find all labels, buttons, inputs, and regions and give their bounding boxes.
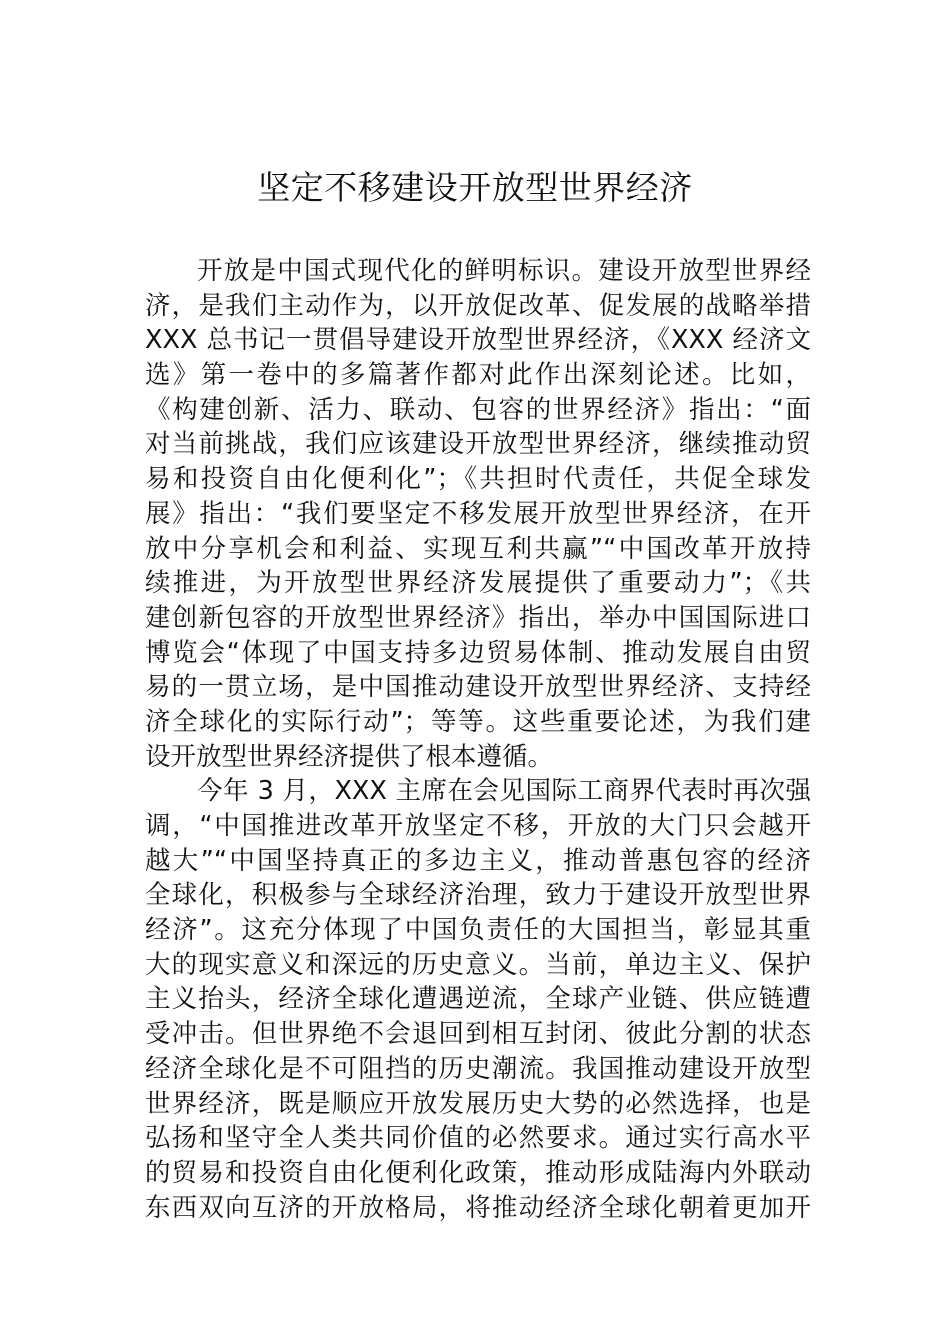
paragraph-2 <box>145 774 811 1225</box>
text-line: 建创新包容的开放型世界经济》指出，举办中国国际进口 <box>145 602 811 633</box>
document-title: 坚定不移建设开放型世界经济 <box>257 168 693 207</box>
text-line: 易和投资自由化便利化”；《共担时代责任，共促全球发 <box>145 464 811 495</box>
text-line: 《构建创新、活力、联动、包容的世界经济》指出：“面 <box>145 394 811 425</box>
text-line: 调，“中国推进改革开放坚定不移，开放的大门只会越开 <box>145 811 811 841</box>
text-line: 弘扬和坚守全人类共同价值的必然要求。通过实行高水平 <box>145 1123 811 1154</box>
text-line: 大的现实意义和深远的历史意义。当前，单边主义、保护 <box>145 949 811 980</box>
text-line: 全球化，积极参与全球经济治理，致力于建设开放型世界 <box>145 880 811 911</box>
text-line: 对当前挑战，我们应该建设开放型世界经济，继续推动贸 <box>145 429 811 460</box>
text-line: 经济全球化是不可阻挡的历史潮流。我国推动建设开放型 <box>145 1053 811 1084</box>
text-line: 的贸易和投资自由化便利化政策，推动形成陆海内外联动 <box>145 1157 811 1188</box>
text-line: XXX 总书记一贯倡导建设开放型世界经济，《XXX 经济文 <box>145 325 811 356</box>
text-line: 博览会“体现了中国支持多边贸易体制、推动发展自由贸 <box>145 637 811 668</box>
text-line: 设开放型世界经济提供了根本遵循。 <box>145 741 554 772</box>
text-line: 世界经济，既是顺应开放发展历史大势的必然选择，也是 <box>145 1088 811 1119</box>
text-line: 主义抬头，经济全球化遭遇逆流，全球产业链、供应链遭 <box>145 984 811 1015</box>
text-line: 易的一贯立场，是中国推动建设开放型世界经济、支持经 <box>145 672 811 703</box>
text-line: 经济”。这充分体现了中国负责任的大国担当，彰显其重 <box>145 915 811 946</box>
text-line: 展》指出：“我们要坚定不移发展开放型世界经济，在开 <box>145 498 811 529</box>
text-line: 选》第一卷中的多篇著作都对此作出深刻论述。比如， <box>145 360 811 391</box>
text-line: 续推进，为开放型世界经济发展提供了重要动力”；《共 <box>145 568 811 599</box>
text-line: 今年 3 月，XXX 主席在会见国际工商界代表时再次强 <box>197 776 811 807</box>
text-line: 放中分享机会和利益、实现互利共赢”“中国改革开放持 <box>145 533 811 564</box>
paragraph-1 <box>145 254 811 774</box>
text-line: 开放是中国式现代化的鲜明标识。建设开放型世界经 <box>197 256 811 286</box>
text-line: 济，是我们主动作为，以开放促改革、促发展的战略举措 <box>145 290 811 321</box>
text-line: 受冲击。但世界绝不会退回到相互封闭、彼此分割的状态 <box>145 1019 811 1050</box>
text-line: 东西双向互济的开放格局，将推动经济全球化朝着更加开 <box>145 1192 811 1223</box>
text-line: 济全球化的实际行动”；等等。这些重要论述，为我们建 <box>145 706 811 737</box>
text-line: 越大”“中国坚持真正的多边主义，推动普惠包容的经济 <box>145 845 811 876</box>
document-body <box>145 254 811 1225</box>
